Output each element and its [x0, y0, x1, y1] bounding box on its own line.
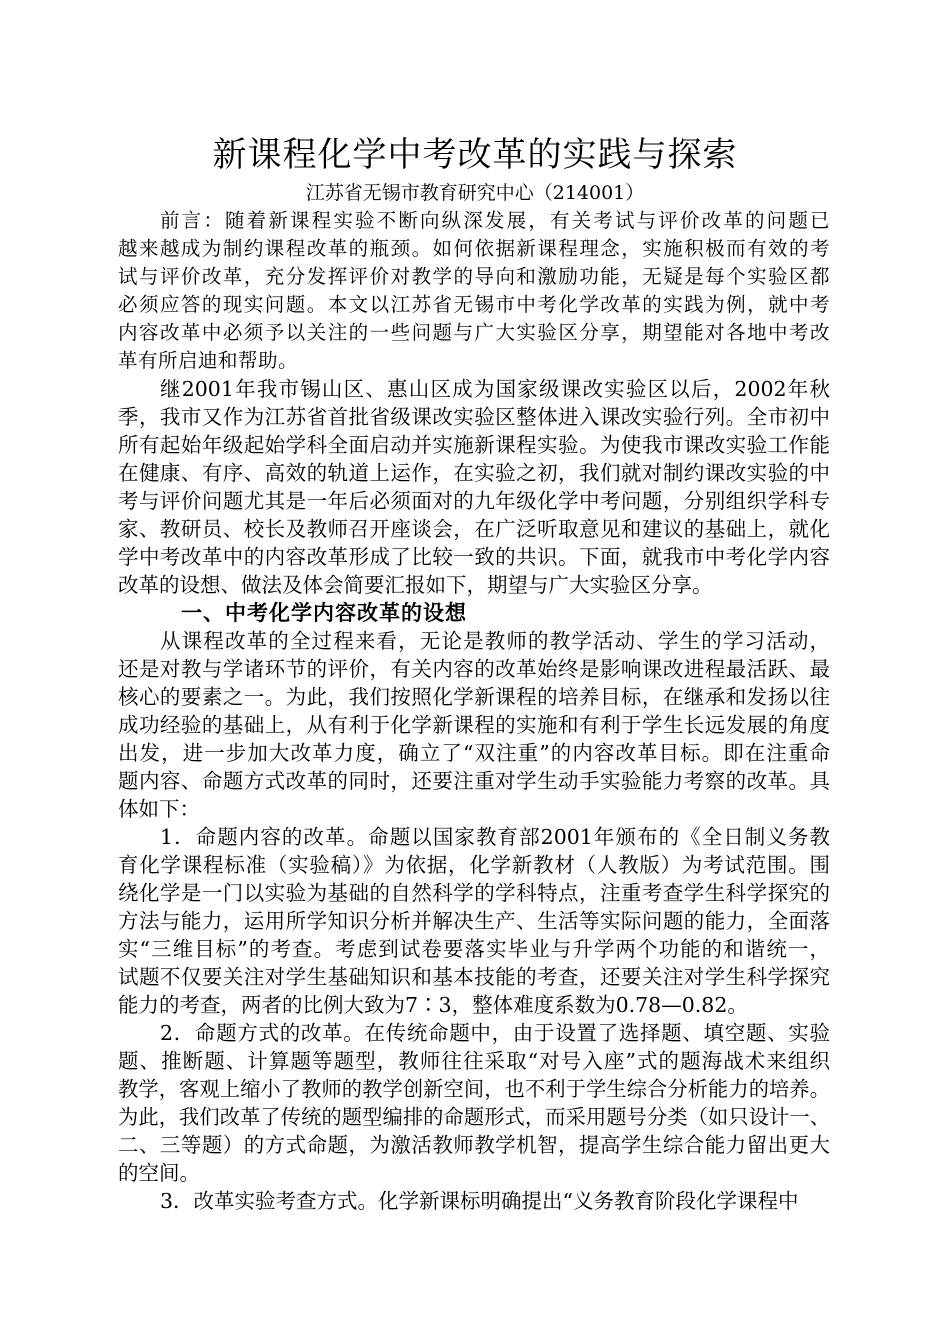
text-line: 能力的考查，两者的比例大致为7∶3，整体难度系数为0.78—0.82。: [118, 993, 748, 1017]
text-line: 绕化学是一门以实验为基础的自然科学的学科特点，注重考查学生科学探究的: [118, 881, 830, 905]
document-title: 新课程化学中考改革的实践与探索: [212, 135, 738, 175]
text-line: 试与评价改革，充分发挥评价对教学的导向和激励功能，无疑是每个实验区都: [118, 265, 830, 288]
text-line: 体如下：: [118, 797, 200, 821]
text-line: 教学，客观上缩小了教师的教学创新空间，也不利于学生综合分析能力的培养。: [118, 1077, 830, 1101]
list-item: [118, 1187, 830, 1215]
text-line: 越来越成为制约课程改革的瓶颈。如何依据新课程理念，实施积极而有效的考: [118, 237, 830, 260]
text-line: 3．改革实验考查方式。化学新课标明确提出“义务教育阶段化学课程中: [160, 1189, 799, 1213]
text-line: 成功经验的基础上，从有利于化学新课程的实施和有利于学生长远发展的角度: [118, 713, 830, 737]
text-line: 学中考改革中的内容改革形成了比较一致的共识。下面，就我市中考化学内容: [118, 545, 830, 569]
text-line: 2．命题方式的改革。在传统命题中，由于设置了选择题、填空题、实验: [160, 1021, 830, 1045]
document-body: [118, 207, 830, 1215]
text-line: 必须应答的现实问题。本文以江苏省无锡市中考化学改革的实践为例，就中考: [118, 293, 830, 316]
text-line: 从课程改革的全过程来看，无论是教师的教学活动、学生的学习活动，: [160, 629, 830, 653]
body-paragraph: [118, 627, 830, 823]
section-heading: 一、中考化学内容改革的设想: [181, 601, 467, 625]
text-line: 所有起始年级起始学科全面启动并实施新课程实验。为使我市课改实验工作能: [118, 433, 830, 457]
text-line: 题内容、命题方式改革的同时，还要注重对学生动手实验能力考察的改革。具: [118, 769, 830, 793]
text-line: 前言：随着新课程实验不断向纵深发展，有关考试与评价改革的问题已: [160, 209, 830, 232]
list-item: [118, 823, 830, 1019]
text-line: 出发，进一步加大改革力度，确立了“双注重”的内容改革目标。即在注重命: [118, 741, 830, 765]
text-line: 试题不仅要关注对学生基础知识和基本技能的考查，还要关注对学生科学探究: [118, 965, 830, 989]
text-line: 还是对教与学诸环节的评价，有关内容的改革始终是影响课改进程最活跃、最: [118, 657, 830, 681]
text-line: 为此，我们改革了传统的题型编排的命题形式，而采用题号分类（如只设计一、: [118, 1105, 830, 1129]
text-line: 考与评价问题尤其是一年后必须面对的九年级化学中考问题，分别组织学科专: [118, 489, 830, 513]
text-line: 改革的设想、做法及体会简要汇报如下，期望与广大实验区分享。: [118, 573, 713, 597]
text-line: 继2001年我市锡山区、惠山区成为国家级课改实验区以后，2002年秋: [160, 377, 830, 401]
text-line: 二、三等题）的方式命题，为激活教师教学机智，提高学生综合能力留出更大: [118, 1133, 830, 1157]
text-line: 季，我市又作为江苏省首批省级课改实验区整体进入课改实验行列。全市初中: [118, 405, 830, 429]
text-line: 核心的要素之一。为此，我们按照化学新课程的培养目标，在继承和发扬以往: [118, 685, 830, 709]
text-line: 的空间。: [118, 1161, 200, 1185]
text-line: 题、推断题、计算题等题型，教师往往采取“对号入座”式的题海战术来组织: [118, 1049, 830, 1073]
list-item: [118, 1019, 830, 1187]
preface-paragraph: [118, 207, 830, 375]
text-line: 1．命题内容的改革。命题以国家教育部2001年颁布的《全日制义务教: [160, 825, 830, 849]
text-line: 革有所启迪和帮助。: [118, 349, 299, 372]
text-line: 实“三维目标”的考查。考虑到试卷要落实毕业与升学两个功能的和谐统一，: [118, 937, 830, 961]
text-line: 家、教研员、校长及教师召开座谈会，在广泛听取意见和建议的基础上，就化: [118, 517, 830, 541]
text-line: 内容改革中必须予以关注的一些问题与广大实验区分享，期望能对各地中考改: [118, 321, 830, 344]
text-line: 方法与能力，运用所学知识分析并解决生产、生活等实际问题的能力，全面落: [118, 909, 830, 933]
author-affiliation: 江苏省无锡市教育研究中心（214001）: [305, 182, 645, 204]
text-line: 在健康、有序、高效的轨道上运作，在实验之初，我们就对制约课改实验的中: [118, 461, 830, 485]
text-line: 育化学课程标准（实验稿）》为依据，化学新教材（人教版）为考试范围。围: [118, 853, 830, 877]
body-paragraph: [118, 375, 830, 599]
